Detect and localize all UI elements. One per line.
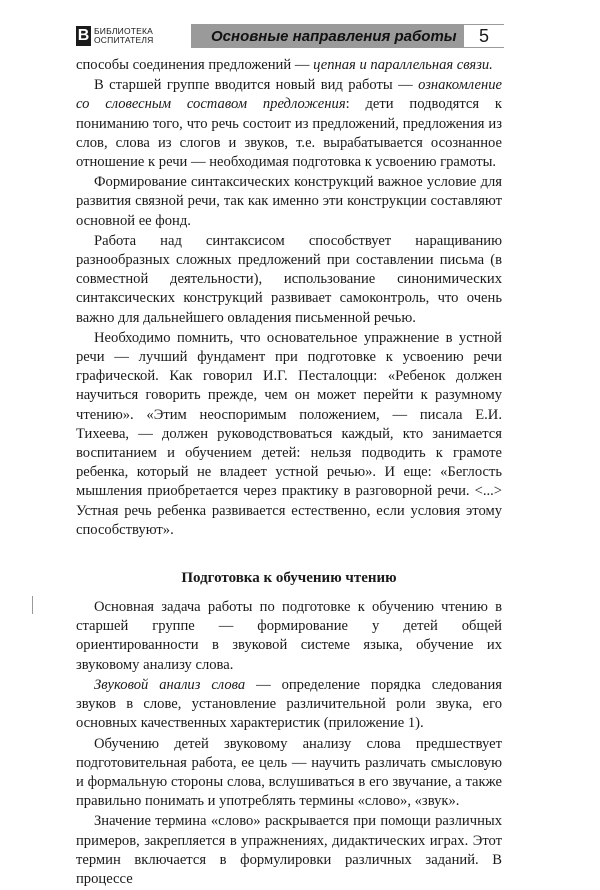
paragraph: Необходимо помнить, что основательное упражнение в устной речи — лучший фундамент при подготовке к усвоению речи графической. Как говорил И.Г. Песталоцци: «Ребенок должен научиться говорить прежде, чем он может перейти к разумному чтению». «Этим неоспоримым положением, — писала Е.И. Тихеева, — должен руководствоваться каждый, кто занимается воспитанием и обучением детей: нельзя подводить к грамоте ребенка, который не владеет устной речью». И еще: «Беглость мышления приобретается через практику в разговорной речи. <...> Устная речь ребенка развивается естественно, если условия этому способствуют».	[76, 329, 502, 538]
paragraph: Работа над синтаксисом способствует наращиванию разнообразных сложных предложений при составлении письма (в совместной деятельности), использование синонимических синтаксических конструкций развивает самоконтроль, что очень важно для дальнейшего овладения письменной речью.	[76, 232, 502, 326]
paragraph	[76, 76, 502, 172]
page-body	[76, 56, 502, 890]
running-header	[76, 24, 504, 48]
chapter-title: Основные направления работы	[211, 27, 457, 45]
paragraph	[76, 56, 502, 75]
series-name-line1: БИБЛИОТЕКА	[94, 26, 154, 36]
paragraph-text: — определение порядка следования звуков в слове, установление различительной роли звука, его основных качественных характеристик (приложение 1).	[76, 676, 502, 732]
paragraph-text: В старшей группе вводится новый вид работы —	[94, 77, 419, 94]
series-name	[94, 27, 153, 45]
series-logo: B	[77, 27, 90, 44]
emphasis-text: Звуковой анализ слова	[94, 676, 246, 693]
paragraph-text: : дети подводятся к пониманию того, что речь состоит из предложений, предложения из слов, слова из слогов и звуков, т.е. вырабатывается осознанное отношение к речи — необходимая подготовка к усвоению грамоты.	[76, 96, 502, 171]
paragraph: Основная задача работы по подготовке к обучению чтению в старшей группе — формирование у детей общей ориентированности в звуковой системе языка, обучение их звуковому анализу слова.	[76, 599, 502, 673]
section-heading: Подготовка к обучению чтению	[181, 570, 397, 587]
margin-mark	[32, 596, 33, 614]
series-name-line2: ОСПИТАТЕЛЯ	[94, 35, 154, 45]
page-number: 5	[464, 25, 504, 47]
paragraph: Обучению детей звуковому анализу слова предшествует подготовительная работа, ее цель — научить различать смысловую и формальную стороны слова, вслушиваться в его звучание, а также правильно понимать и употреблять термины «слово», «звук».	[76, 735, 502, 810]
paragraph	[76, 676, 502, 734]
header-band	[191, 24, 504, 48]
emphasis-text: ознакомление со словесным составом предложения	[76, 77, 502, 113]
emphasis-text: цепная и параллельная связи.	[313, 57, 493, 73]
paragraph: Значение термина «слово» раскрывается при помощи различных примеров, закрепляется в упражнениях, дидактических играх. Этот термин включается в формулировки различных заданий. В процессе	[76, 813, 502, 887]
paragraph-text: способы соединения предложений —	[76, 57, 314, 73]
paragraph: Формирование синтаксических конструкций важное условие для развития связной речи, так как именно эти конструкции составляют основной ее фонд.	[76, 174, 502, 229]
